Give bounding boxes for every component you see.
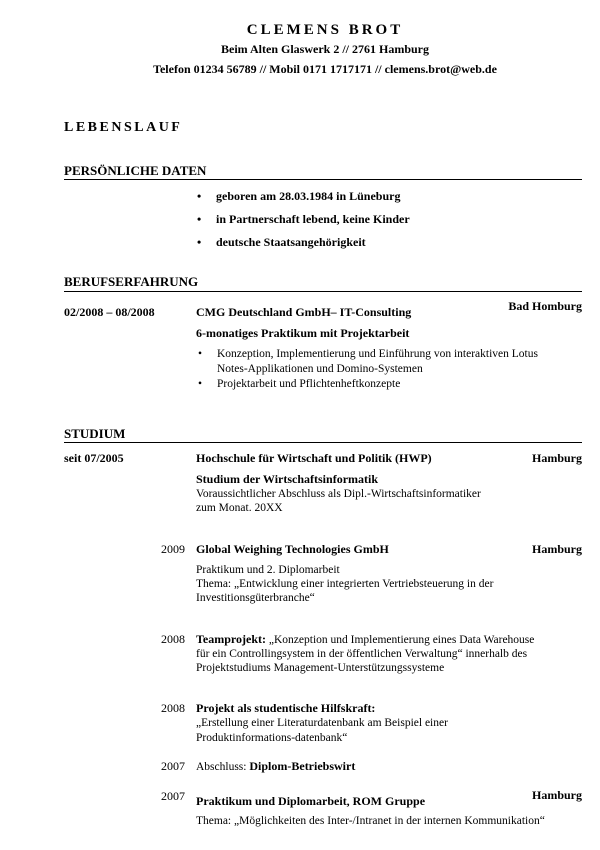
section-rule (64, 179, 582, 180)
studium-entry-subtitle: Studium der Wirtschaftsinformatik (196, 472, 379, 486)
studium-entry-text: Praktikum und 2. Diplomarbeit (196, 564, 340, 576)
studium-entry-title: Global Weighing Technologies GmbH (196, 542, 389, 556)
document-title: LEBENSLAUF (64, 120, 183, 135)
cv-name: CLEMENS BROT (246, 22, 404, 38)
studium-entry-city: Hamburg (531, 451, 582, 465)
contact-line: Telefon 01234 56789 // Mobil 0171 1717171 // clemens.brot@web.de (153, 62, 497, 76)
studium-entry-value: Diplom-Betriebswirt (249, 759, 356, 773)
studium-entry-text: Thema: „Möglichkeiten des Inter-/Intranet in der internen Kommunikation“ (196, 815, 545, 827)
studium-entry-title: Hochschule für Wirtschaft und Politik (HWP) (196, 451, 432, 465)
section-heading-experience: BERUFSERFAHRUNG (64, 274, 199, 289)
section-rule (64, 291, 582, 292)
studium-entry-text: für ein Controllingsystem in der öffentlichen Verwaltung“ innerhalb des (196, 648, 528, 660)
studium-entry-city: Hamburg (531, 788, 582, 802)
studium-entry-text: „Konzeption und Implementierung eines Data Warehouse (266, 634, 535, 646)
address-line: Beim Alten Glaswerk 2 // 2761 Hamburg (221, 42, 429, 56)
section-heading-studium: STUDIUM (64, 426, 126, 441)
studium-year: 2008 (161, 632, 185, 646)
experience-bullet: • Projektarbeit und Pflichtenheftkonzepte (217, 378, 400, 390)
studium-entry-label: Abschluss: (196, 761, 250, 773)
experience-company: CMG Deutschland GmbH– IT-Consulting (196, 305, 412, 319)
experience-bullet: • Konzeption, Implementierung und Einführung von interaktiven Lotus (217, 348, 538, 360)
studium-entry-city: Hamburg (531, 542, 582, 556)
studium-date: seit 07/2005 (64, 451, 124, 465)
studium-entry-text: Produktinformations-datenbank“ (196, 732, 348, 744)
studium-entry-title: Praktikum und Diplomarbeit, ROM Gruppe (196, 794, 426, 808)
studium-entry-text: Voraussichtlicher Abschluss als Dipl.-Wirtschaftsinformatiker (196, 488, 481, 500)
studium-entry-text: „Erstellung einer Literaturdatenbank am Beispiel einer (196, 717, 448, 729)
experience-city: Bad Homburg (508, 299, 582, 313)
personal-item: • in Partnerschaft lebend, keine Kinder (216, 212, 410, 227)
studium-entry-text: Investitionsgüterbranche“ (196, 592, 315, 604)
studium-year: 2007 (161, 759, 185, 773)
studium-entry-label: Teamprojekt: (196, 632, 266, 646)
personal-item: • deutsche Staatsangehörigkeit (216, 235, 366, 250)
studium-entry-title: Projekt als studentische Hilfskraft: (196, 701, 376, 715)
experience-subtitle: 6-monatiges Praktikum mit Projektarbeit (196, 326, 410, 340)
studium-entry-text (196, 632, 534, 647)
section-rule (64, 442, 582, 443)
studium-entry-text: zum Monat. 20XX (196, 502, 283, 514)
studium-year: 2007 (161, 789, 185, 803)
experience-bullet-cont: Notes-Applikationen und Domino-Systemen (217, 363, 423, 375)
studium-year: 2009 (161, 542, 185, 556)
studium-entry-text: Projektstudiums Management-Unterstützungssysteme (196, 662, 445, 674)
studium-entry-text: Thema: „Entwicklung einer integrierten Vertriebsteuerung in der (196, 578, 494, 590)
personal-item: • geboren am 28.03.1984 in Lüneburg (216, 189, 400, 204)
studium-entry-text (196, 759, 355, 774)
section-heading-personal: PERSÖNLICHE DATEN (64, 163, 207, 178)
experience-date: 02/2008 – 08/2008 (64, 305, 155, 319)
studium-year: 2008 (161, 701, 185, 715)
